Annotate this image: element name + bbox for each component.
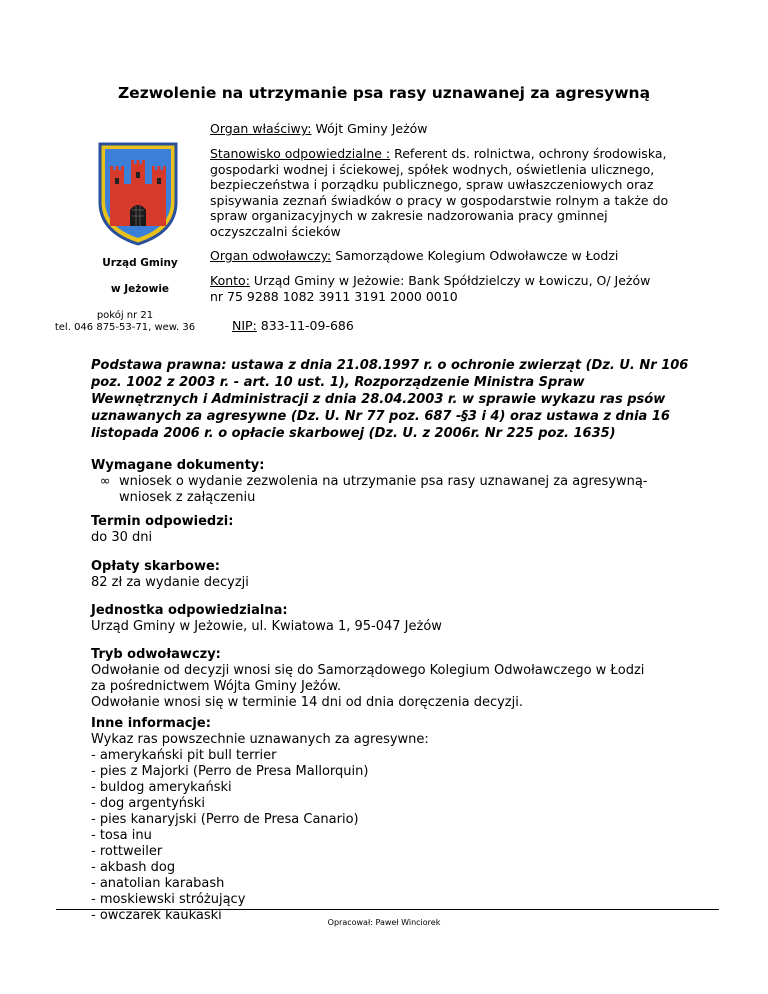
termin-heading: Termin odpowiedzi: bbox=[91, 514, 234, 529]
breed-item: - pies kanaryjski (Perro de Presa Canario) bbox=[91, 812, 359, 827]
stanowisko-label: Stanowisko odpowiedzialne : bbox=[210, 146, 391, 161]
documents-heading: Wymagane dokumenty: bbox=[91, 458, 265, 473]
tryb-heading: Tryb odwoławczy: bbox=[91, 647, 221, 662]
oplaty-text: 82 zł za wydanie decyzji bbox=[91, 575, 249, 590]
footer-author: Opracował: Paweł Winciorek bbox=[327, 918, 441, 927]
oplaty-heading: Opłaty skarbowe: bbox=[91, 559, 220, 574]
stanowisko-value: Referent ds. rolnictwa, ochrony środowiska, gospodarki wodnej i ściekowej, spółek wodnych, oświetlenia ulicznego, bezpieczeństwa i porządku publicznego, spraw uwłaszczeniowych oraz spisywania zeznań świadków o pracy w gospodarstwie rolnym a także do spraw organizacyjnych w zakresie nadzorowania pracy gminnej oczyszczalni ścieków bbox=[210, 146, 669, 239]
nip-value: 833-11-09-686 bbox=[256, 318, 354, 333]
breed-item: - moskiewski stróżujący bbox=[91, 892, 246, 907]
page-title: Zezwolenie na utrzymanie psa rasy uznawanej za agresywną bbox=[117, 84, 651, 102]
breed-item: - buldog amerykański bbox=[91, 780, 232, 795]
office-location: w Jeżowie bbox=[110, 283, 170, 295]
legal-basis: Podstawa prawna: ustawa z dnia 21.08.1997 r. o ochronie zwierząt (Dz. U. Nr 106 poz. 1002 z 2003 r. - art. 10 ust. 1), Rozporządzenie Ministra Spraw Wewnętrznych i Administracji z dnia 28.04.2003 r. w sprawie wykazu ras psów uznawanych za agresywne (Dz. U. Nr 77 poz. 687 -§3 i 4) oraz ustawa z dnia 16 listopada 2006 r. o opłacie skarbowej (Dz. U. z 2006r. Nr 225 poz. 1635) bbox=[91, 358, 689, 441]
termin-text: do 30 dni bbox=[91, 530, 153, 545]
tryb-text-2: Odwołanie wnosi się w terminie 14 dni od dnia doręczenia decyzji. bbox=[91, 695, 523, 710]
documents-item bbox=[91, 474, 711, 506]
jednostka-heading: Jednostka odpowiedzialna: bbox=[91, 603, 288, 618]
organ-value: Wójt Gminy Jeżów bbox=[311, 121, 428, 136]
coat-of-arms-icon bbox=[96, 140, 180, 248]
documents-section bbox=[91, 458, 711, 506]
tryb-section bbox=[91, 647, 656, 711]
jednostka-text: Urząd Gminy w Jeżowie, ul. Kwiatowa 1, 95-047 Jeżów bbox=[91, 619, 442, 634]
inne-section bbox=[91, 716, 711, 924]
inne-intro: Wykaz ras powszechnie uznawanych za agresywne: bbox=[91, 732, 429, 747]
breed-item: - dog argentyński bbox=[91, 796, 205, 811]
breed-item: - owczarek kaukaski bbox=[91, 908, 222, 923]
office-name: Urząd Gminy bbox=[102, 257, 178, 269]
breed-item: - akbash dog bbox=[91, 860, 176, 875]
konto-value: Urząd Gminy w Jeżowie: Bank Spółdzielczy w Łowiczu, O/ Jeżów nr 75 9288 1082 3911 3191 2000 0010 bbox=[210, 273, 651, 304]
breed-item: - amerykański pit bull terrier bbox=[91, 748, 277, 763]
nip-label: NIP: bbox=[232, 318, 257, 333]
organ-line bbox=[210, 121, 680, 137]
nip-line bbox=[232, 318, 702, 334]
konto-label: Konto: bbox=[210, 273, 250, 288]
documents-item-text: wniosek o wydanie zezwolenia na utrzymanie psa rasy uznawanej za agresywną- wniosek z załączeniu bbox=[119, 474, 648, 505]
bullet-icon: ∞ bbox=[99, 474, 111, 489]
odwolawczy-line bbox=[210, 248, 680, 264]
office-room: pokój nr 21 bbox=[96, 310, 154, 321]
odwolawczy-label: Organ odwoławczy: bbox=[210, 248, 332, 263]
breed-item: - anatolian karabash bbox=[91, 876, 225, 891]
breed-item: - rottweiler bbox=[91, 844, 163, 859]
termin-section bbox=[91, 514, 711, 546]
inne-heading: Inne informacje: bbox=[91, 716, 211, 731]
breed-item: - pies z Majorki (Perro de Presa Mallorquin) bbox=[91, 764, 369, 779]
stanowisko-block bbox=[210, 146, 680, 239]
tryb-text-1: Odwołanie od decyzji wnosi się do Samorządowego Kolegium Odwoławczego w Łodzi za pośrednictwem Wójta Gminy Jeżów. bbox=[91, 663, 645, 694]
oplaty-section bbox=[91, 559, 711, 591]
organ-label: Organ właściwy: bbox=[210, 121, 312, 136]
office-phone: tel. 046 875-53-71, wew. 36 bbox=[54, 322, 196, 333]
odwolawczy-value: Samorządowe Kolegium Odwoławcze w Łodzi bbox=[331, 248, 619, 263]
breed-item: - tosa inu bbox=[91, 828, 152, 843]
jednostka-section bbox=[91, 603, 711, 635]
konto-block bbox=[210, 273, 660, 304]
footer-divider bbox=[56, 909, 719, 910]
